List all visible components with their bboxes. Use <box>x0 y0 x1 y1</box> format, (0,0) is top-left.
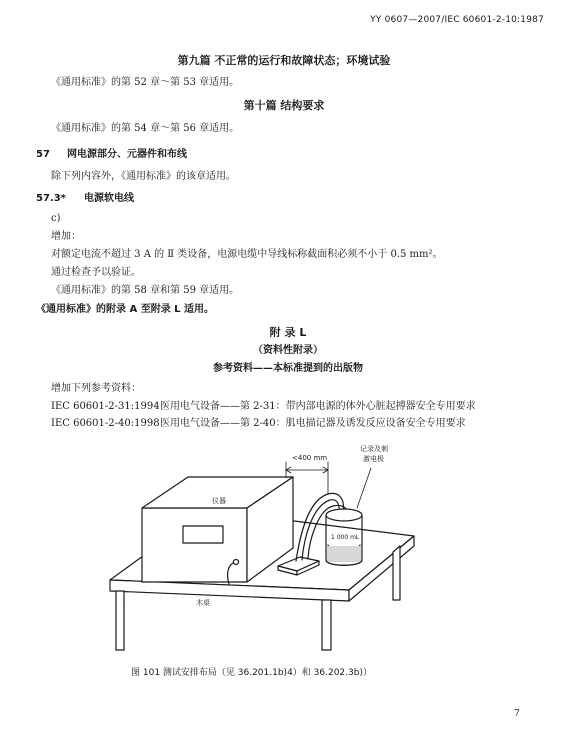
annex-type: （资料性附录） <box>253 345 323 356</box>
clause-57-number: 57 <box>36 149 50 160</box>
dimension-label: <400 mm <box>292 454 328 462</box>
part10-text: 《通用标准》的第 54 章～第 56 章适用。 <box>51 123 240 134</box>
item-c: c) <box>51 213 61 224</box>
annex-title: 附 录 L <box>269 326 307 339</box>
electrode-leader <box>357 468 371 508</box>
clause-57-3-title: 电源软电线 <box>84 193 134 204</box>
clause-57-title: 网电源部分、元器件和布线 <box>67 149 187 160</box>
page-number: 7 <box>514 709 520 719</box>
electrode-label-line1: 记录及刺 <box>360 445 388 453</box>
part10-title: 第十篇 结构要求 <box>243 99 325 112</box>
part9-title: 第九篇 不正常的运行和故障状态；环境试验 <box>177 54 391 67</box>
reference-code: IEC 60601-2-40:1998 <box>51 418 160 429</box>
clause-57-3-number: 57.3* <box>36 193 66 204</box>
reference-title: 医用电气设备——第 2-40：肌电描记器及诱发反应设备安全专用要求 <box>160 418 466 429</box>
annex-subtitle: 参考资料——本标准提到的出版物 <box>213 363 363 374</box>
beaker-volume-label: 1 000 mL <box>331 534 360 541</box>
reference-code: IEC 60601-2-31:1994 <box>51 401 160 412</box>
standard-number: YY 0607—2007/IEC 60601-2-10:1987 <box>370 15 544 25</box>
chapters-58-59-text: 《通用标准》的第 58 章和第 59 章适用。 <box>51 285 240 296</box>
figure-caption: 图 101 测试安排布局（见 36.201.1b)4）和 36.202.3b)） <box>131 668 372 678</box>
cord-requirement: 对额定电流不超过 3 A 的 Ⅱ 类设备，电源电缆中导线标称截面积必须不小于 0.5 mm²。 <box>51 249 443 260</box>
addition-label: 增加： <box>51 231 81 242</box>
table-label: 木桌 <box>196 599 210 607</box>
verification-text: 通过检查予以验证。 <box>51 267 141 278</box>
part9-text: 《通用标准》的第 52 章～第 53 章适用。 <box>51 77 240 88</box>
clause-57-text: 除下列内容外，《通用标准》的该章适用。 <box>51 171 236 182</box>
instrument-label: 仪器 <box>212 497 226 505</box>
references-intro: 增加下列参考资料： <box>51 383 141 394</box>
electrode-label-line2: 激电极 <box>363 455 384 463</box>
reference-title: 医用电气设备——第 2-31：带内部电源的体外心脏起搏器安全专用要求 <box>160 401 476 412</box>
appendix-applicability: 《通用标准》的附录 A 至附录 L 适用。 <box>36 304 215 315</box>
